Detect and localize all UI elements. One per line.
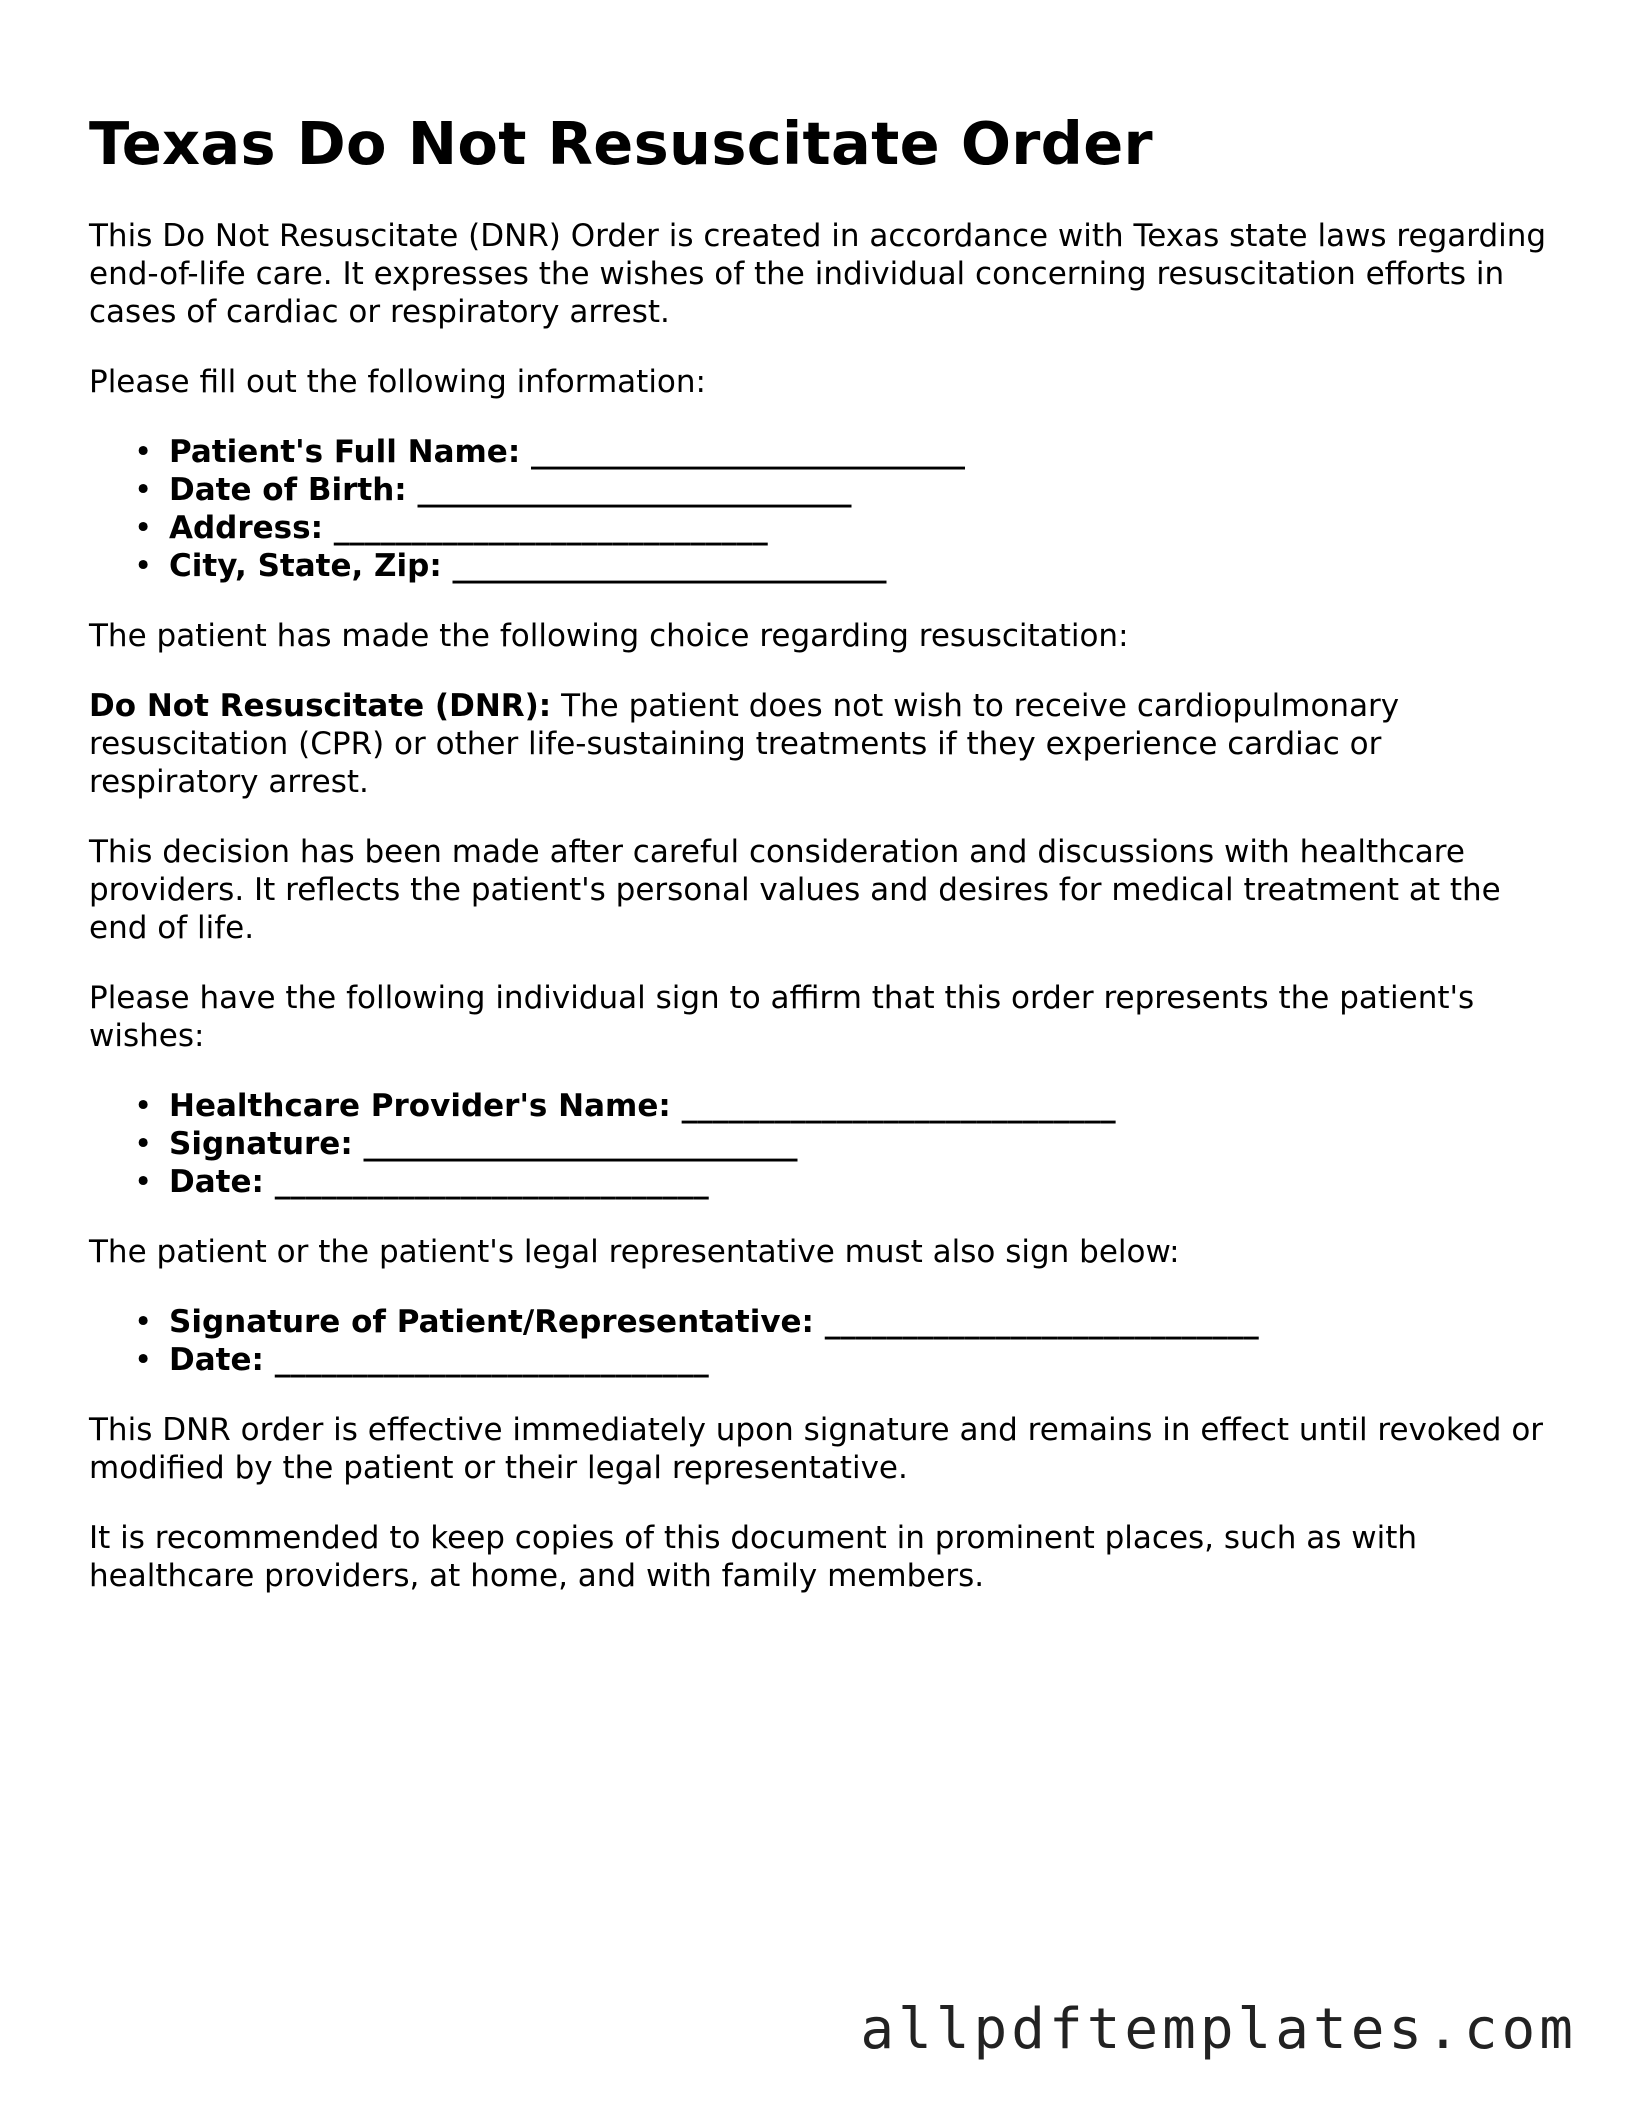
field-blank[interactable]: ____________________________ <box>531 433 966 470</box>
patient-date-field[interactable] <box>169 1341 1559 1379</box>
date-of-birth-field[interactable] <box>169 471 1559 509</box>
field-blank[interactable]: ____________________________ <box>452 547 887 584</box>
choice-prompt: The patient has made the following choice regarding resuscitation: <box>89 617 1129 654</box>
field-label: Signature: <box>169 1125 353 1162</box>
address-field[interactable] <box>169 509 1559 547</box>
field-label: Date: <box>169 1163 264 1200</box>
fill-prompt: Please fill out the following information: <box>89 363 706 400</box>
field-blank[interactable]: ____________________________ <box>274 1341 709 1378</box>
patient-name-field[interactable] <box>169 433 1559 471</box>
field-blank[interactable]: ____________________________ <box>363 1125 798 1162</box>
patient-signature-field[interactable] <box>169 1303 1559 1341</box>
provider-prompt: Please have the following individual sign to affirm that this order represents the patient's wishes: <box>89 979 1475 1054</box>
watermark: allpdftemplates.com <box>860 1997 1577 2062</box>
field-label: Patient's Full Name: <box>169 433 521 470</box>
effective-paragraph: This DNR order is effective immediately upon signature and remains in effect until revoked or modified by the patient or their legal representative. <box>89 1411 1544 1486</box>
dnr-text: The patient does not wish to receive cardiopulmonary resuscitation (CPR) or other life-sustaining treatments if they experience cardiac or respiratory arrest. <box>89 687 1400 800</box>
copies-paragraph: It is recommended to keep copies of this document in prominent places, such as with healthcare providers, at home, and with family members. <box>89 1519 1417 1594</box>
field-label: Address: <box>169 509 323 546</box>
provider-name-field[interactable] <box>169 1087 1559 1125</box>
patient-info-list <box>89 433 1559 585</box>
field-label: Healthcare Provider's Name: <box>169 1087 671 1124</box>
dnr-paragraph <box>89 687 1559 801</box>
field-blank[interactable]: ____________________________ <box>333 509 768 546</box>
document-page <box>89 109 1559 1627</box>
field-label: Date: <box>169 1341 264 1378</box>
city-state-zip-field[interactable] <box>169 547 1559 585</box>
page-title: Texas Do Not Resuscitate Order <box>89 109 1153 178</box>
field-blank[interactable]: ____________________________ <box>824 1303 1259 1340</box>
provider-signature-field[interactable] <box>169 1125 1559 1163</box>
field-label: City, State, Zip: <box>169 547 442 584</box>
patient-sign-list <box>89 1303 1559 1379</box>
provider-date-field[interactable] <box>169 1163 1559 1201</box>
field-label: Signature of Patient/Representative: <box>169 1303 814 1340</box>
field-blank[interactable]: ____________________________ <box>417 471 852 508</box>
provider-sign-list <box>89 1087 1559 1201</box>
field-blank[interactable]: ____________________________ <box>681 1087 1116 1124</box>
field-label: Date of Birth: <box>169 471 407 508</box>
decision-paragraph: This decision has been made after careful consideration and discussions with healthcare providers. It reflects the patient's personal values and desires for medical treatment at the end of life. <box>89 833 1501 946</box>
intro-paragraph: This Do Not Resuscitate (DNR) Order is created in accordance with Texas state laws regarding end-of-life care. It expresses the wishes of the individual concerning resuscitation efforts in cases of cardiac or respiratory arrest. <box>89 217 1547 330</box>
patient-sign-prompt: The patient or the patient's legal representative must also sign below: <box>89 1233 1180 1270</box>
field-blank[interactable]: ____________________________ <box>274 1163 709 1200</box>
dnr-heading: Do Not Resuscitate (DNR): <box>89 687 552 724</box>
